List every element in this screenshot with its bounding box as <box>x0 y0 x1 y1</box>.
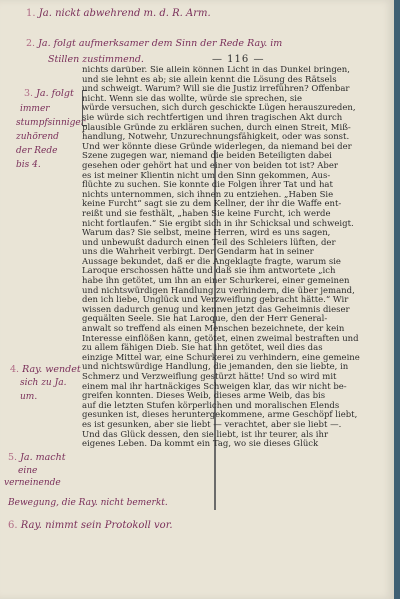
annotation-3-line-5: der Rede <box>16 146 58 156</box>
annotation-3-number: 3. <box>24 88 34 99</box>
annotation-3-line-4: zuhörend <box>16 132 59 142</box>
annotation-2 <box>26 38 282 49</box>
printed-line: nichts darüber. Sie allein können Licht in das Dunkel bringen, <box>82 66 350 75</box>
printed-line: einem mal ihr hartnäckiges Schweigen klar, das wir nicht be- <box>82 381 347 392</box>
annotation-3-line-6: bis 4. <box>16 160 41 170</box>
annotation-1-text: Ja. nickt abwehrend m. d. R. Arm. <box>38 8 211 19</box>
printed-line: reißt und sie festhält, „haben Sie keine Furcht, ich werde <box>82 208 331 219</box>
printed-line: nichts unternommen, sich ihnen zu entziehen. „Haben Sie <box>82 189 334 200</box>
printed-line: anwalt so treffend als einen Menschen bezeichnete, der kein <box>82 324 345 335</box>
printed-text-block <box>82 66 382 536</box>
printed-line: und schweigt. Warum? Will sie die Justiz irreführen? Offenbar <box>82 84 350 95</box>
printed-line: und sie lehnt es ab; sie allein kennt die Lösung des Rätsels <box>82 74 337 85</box>
printed-line: Laroque erschossen hätte und daß sie ihm antwortete „ich <box>82 266 336 277</box>
annotation-3 <box>24 88 74 99</box>
printed-line: keine Furcht“ sagt sie zu dem Kellner, der ihr die Waffe ent- <box>82 199 342 210</box>
page-number: — 116 — <box>212 54 265 65</box>
printed-line: Und wer könnte diese Gründe widerlegen, da niemand bei der <box>82 141 352 152</box>
printed-line: auf die letzten Stufen körperlichen und moralischen Elends <box>82 400 340 411</box>
annotation-5-line-4: Bewegung, die Ray. nicht bemerkt. <box>8 498 168 508</box>
printed-line: greifen konnten. Dieses Weib, dieses arme Weib, das bis <box>82 391 326 402</box>
printed-line: einzige Mittel war, eine Schurkerei zu verhindern, eine gemeine <box>82 352 360 363</box>
printed-line: Und das Glück dessen, den sie liebt, ist ihr teurer, als ihr <box>82 429 329 440</box>
printed-line: flüchte zu suchen. Sie konnte die Folgen ihrer Tat und hat <box>82 180 333 191</box>
printed-line: Szene zugegen war, niemand die beiden Beteiligten dabei <box>82 151 332 162</box>
annotation-1 <box>26 8 211 19</box>
printed-line: uns die Wahrheit verbirgt. Der Gendarm hat in seiner <box>82 247 314 258</box>
annotation-4-line-2: sich zu Ja. <box>20 378 67 388</box>
printed-line: es ist meiner Klientin nicht um den Sinn gekommen, Aus- <box>82 170 331 181</box>
annotation-4-line-3: um. <box>20 392 38 402</box>
annotation-6-number: 6. <box>8 520 18 531</box>
printed-line: Warum das? Sie selbst, meine Herren, wird es uns sagen, <box>82 228 331 239</box>
annotation-5-text: Ja. macht <box>20 452 66 463</box>
printed-line: plausible Gründe zu erklären suchen, durch einen Streit, Miß- <box>82 122 351 133</box>
annotation-4 <box>10 364 81 375</box>
annotation-2-text: Ja. folgt aufmerksamer dem Sinn der Rede Ray. im <box>38 38 283 49</box>
printed-line: eigenes Leben. Da kommt ein Tag, wo sie dieses Glück <box>82 439 319 450</box>
annotation-3-line-3: stumpfsinniger <box>16 118 86 128</box>
annotation-5-line-3: verneinende <box>4 478 61 488</box>
printed-line: würde versuchen, sich durch geschickte Lügen herauszureden, <box>82 103 356 114</box>
printed-line: wissen dadurch genug und kennen jetzt das Geheimnis dieser <box>82 304 350 315</box>
printed-line: gesehen oder gehört hat und einer von beiden tot ist? Aber <box>82 160 338 171</box>
printed-line: sie würde sich rechtfertigen und ihren tragischen Akt durch <box>82 112 343 123</box>
background-edge <box>394 0 400 599</box>
annotation-1-number: 1. <box>26 8 36 19</box>
printed-line: handlung, Notwehr, Unzurechnungsfähigkeit, oder was sonst. <box>82 132 350 143</box>
printed-line: Interesse einflößen kann, getötet, einen zweimal bestraften und <box>82 333 359 344</box>
annotation-5 <box>8 452 66 463</box>
annotation-2-continued <box>48 54 144 65</box>
annotation-5-line-2: eine <box>18 466 38 476</box>
printed-line: gequälten Seele. Sie hat Laroque, den der Herr General- <box>82 314 328 325</box>
printed-line: Schmerz und Verzweiflung gestürzt hätte! Und so wird mit <box>82 372 337 382</box>
printed-line: habe ihn getötet, um ihn an einer Schurkerei, einer gemeinen <box>82 276 350 287</box>
annotation-5-number: 5. <box>8 452 18 463</box>
printed-line: nicht fortlaufen.“ Sie ergibt sich in ihr Schicksal und schweigt. <box>82 218 354 229</box>
printed-line: nicht. Wenn sie das wollte, würde sie sprechen, sie <box>82 93 302 104</box>
annotation-4-text: Ray. wendet <box>22 364 81 375</box>
annotation-2-number: 2. <box>26 38 36 49</box>
printed-line: Aussage bekundet, daß er die Angeklagte fragte, warum sie <box>82 256 341 267</box>
annotation-3-text: Ja. folgt <box>36 88 74 99</box>
printed-line: den ich liebe, Unglück und Verzweiflung gebracht hätte.“ Wir <box>82 295 349 306</box>
annotation-4-number: 4. <box>10 364 20 375</box>
printed-line: gesunken ist, dieses heruntergekommene, arme Geschöpf liebt, <box>82 410 358 421</box>
printed-line: und nichtswürdigen Handlung zu verhindern, die über jemand, <box>82 285 355 296</box>
printed-line: es ist gesunken, aber sie liebt — verachtet, aber sie liebt —. <box>82 419 342 430</box>
annotation-6-text: Ray. nimmt sein Protokoll vor. <box>20 520 173 531</box>
printed-line: zu allem fähigen Dieb. Sie hat ihn getötet, weil dies das <box>82 343 323 354</box>
printed-line: und nichtswürdige Handlung, die jemanden, den sie liebte, in <box>82 362 349 373</box>
annotation-3-line-2: immer <box>20 104 50 114</box>
printed-line: und unbewußt dadurch einen Teil des Schleiers lüften, der <box>82 237 336 248</box>
annotation-2b-text: Stillen zustimmend. <box>48 54 144 65</box>
